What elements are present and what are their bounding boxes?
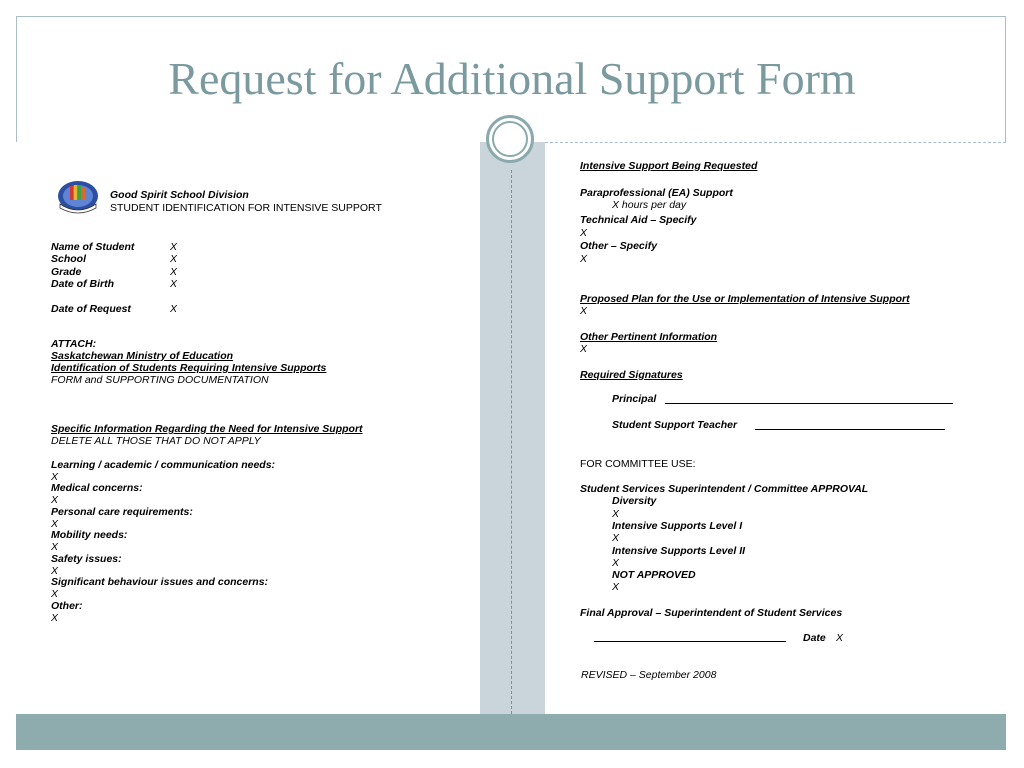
approval-level2-label: Intensive Supports Level II [612,545,746,557]
need-label-learning: Learning / academic / communication needs: [51,459,276,471]
committee-use-label: FOR COMMITTEE USE: [580,458,696,470]
need-label-medical: Medical concerns: [51,482,143,494]
bottom-bar [16,714,1006,750]
para-support-label: Paraprofessional (EA) Support [580,187,733,199]
center-spine [480,142,545,714]
specific-info-heading: Specific Information Regarding the Need for Intensive Support [51,423,363,435]
field-label-dob: Date of Birth [51,278,114,290]
field-label-date-request: Date of Request [51,303,131,315]
support-requested-heading: Intensive Support Being Requested [580,160,758,172]
tech-aid-label: Technical Aid – Specify [580,214,697,226]
spine-circle-inner [492,121,528,157]
attach-line-2: Identification of Students Requiring Intensive Supports [51,362,327,374]
field-value-name: X [170,241,178,253]
approval-level2-value: X [612,557,620,569]
school-division-logo-icon [56,180,100,216]
attach-line-3: FORM and SUPPORTING DOCUMENTATION [51,374,269,386]
slide-title: Request for Additional Support Form [168,53,856,104]
approval-label: Student Services Superintendent / Committee APPROVAL [580,483,869,495]
revised-note: REVISED – September 2008 [581,669,717,681]
tech-aid-value: X [580,227,588,239]
attach-line-1: Saskatchewan Ministry of Education [51,350,234,362]
need-value-safety: X [51,565,59,577]
field-value-date-request: X [170,303,178,315]
need-value-behaviour: X [51,588,59,600]
not-approved-label: NOT APPROVED [612,569,696,581]
sst-signature-line [755,429,945,430]
pertinent-info-value: X [580,343,588,355]
approval-level1-label: Intensive Supports Level I [612,520,743,532]
field-label-name: Name of Student [51,241,135,253]
final-approval-label: Final Approval – Superintendent of Student Services [580,607,843,619]
final-approval-signature-line [594,641,786,642]
need-label-personal-care: Personal care requirements: [51,506,193,518]
need-label-safety: Safety issues: [51,553,122,565]
sst-label: Student Support Teacher [612,419,738,431]
field-value-school: X [170,253,178,265]
principal-signature-line [665,403,953,404]
need-value-mobility: X [51,541,59,553]
delete-note: DELETE ALL THOSE THAT DO NOT APPLY [51,435,261,447]
need-value-personal-care: X [51,518,59,530]
frame-divider [545,142,1006,143]
not-approved-value: X [612,581,620,593]
proposed-plan-heading: Proposed Plan for the Use or Implementation of Intensive Support [580,293,910,305]
approval-level1-value: X [612,532,620,544]
approval-diversity-label: Diversity [612,495,657,507]
pertinent-info-heading: Other Pertinent Information [580,331,718,343]
need-label-other: Other: [51,600,83,612]
approval-diversity-value: X [612,508,620,520]
para-support-value: X hours per day [612,199,687,211]
form-heading: STUDENT IDENTIFICATION FOR INTENSIVE SUPPORT [110,202,382,214]
org-name: Good Spirit School Division [110,189,249,201]
required-signatures-heading: Required Signatures [580,369,683,381]
field-label-school: School [51,253,87,265]
proposed-plan-value: X [580,305,588,317]
attach-label: ATTACH: [51,338,97,350]
need-value-other: X [51,612,59,624]
field-value-dob: X [170,278,178,290]
need-label-behaviour: Significant behaviour issues and concerns: [51,576,269,588]
other-specify-value: X [580,253,588,265]
spine-dashed-line [511,170,512,714]
date-label: Date [803,632,826,644]
field-value-grade: X [170,266,178,278]
other-specify-label: Other – Specify [580,240,658,252]
need-value-medical: X [51,494,59,506]
need-label-mobility: Mobility needs: [51,529,128,541]
field-label-grade: Grade [51,266,82,278]
need-value-learning: X [51,471,59,483]
principal-label: Principal [612,393,657,405]
date-value: X [836,632,844,644]
